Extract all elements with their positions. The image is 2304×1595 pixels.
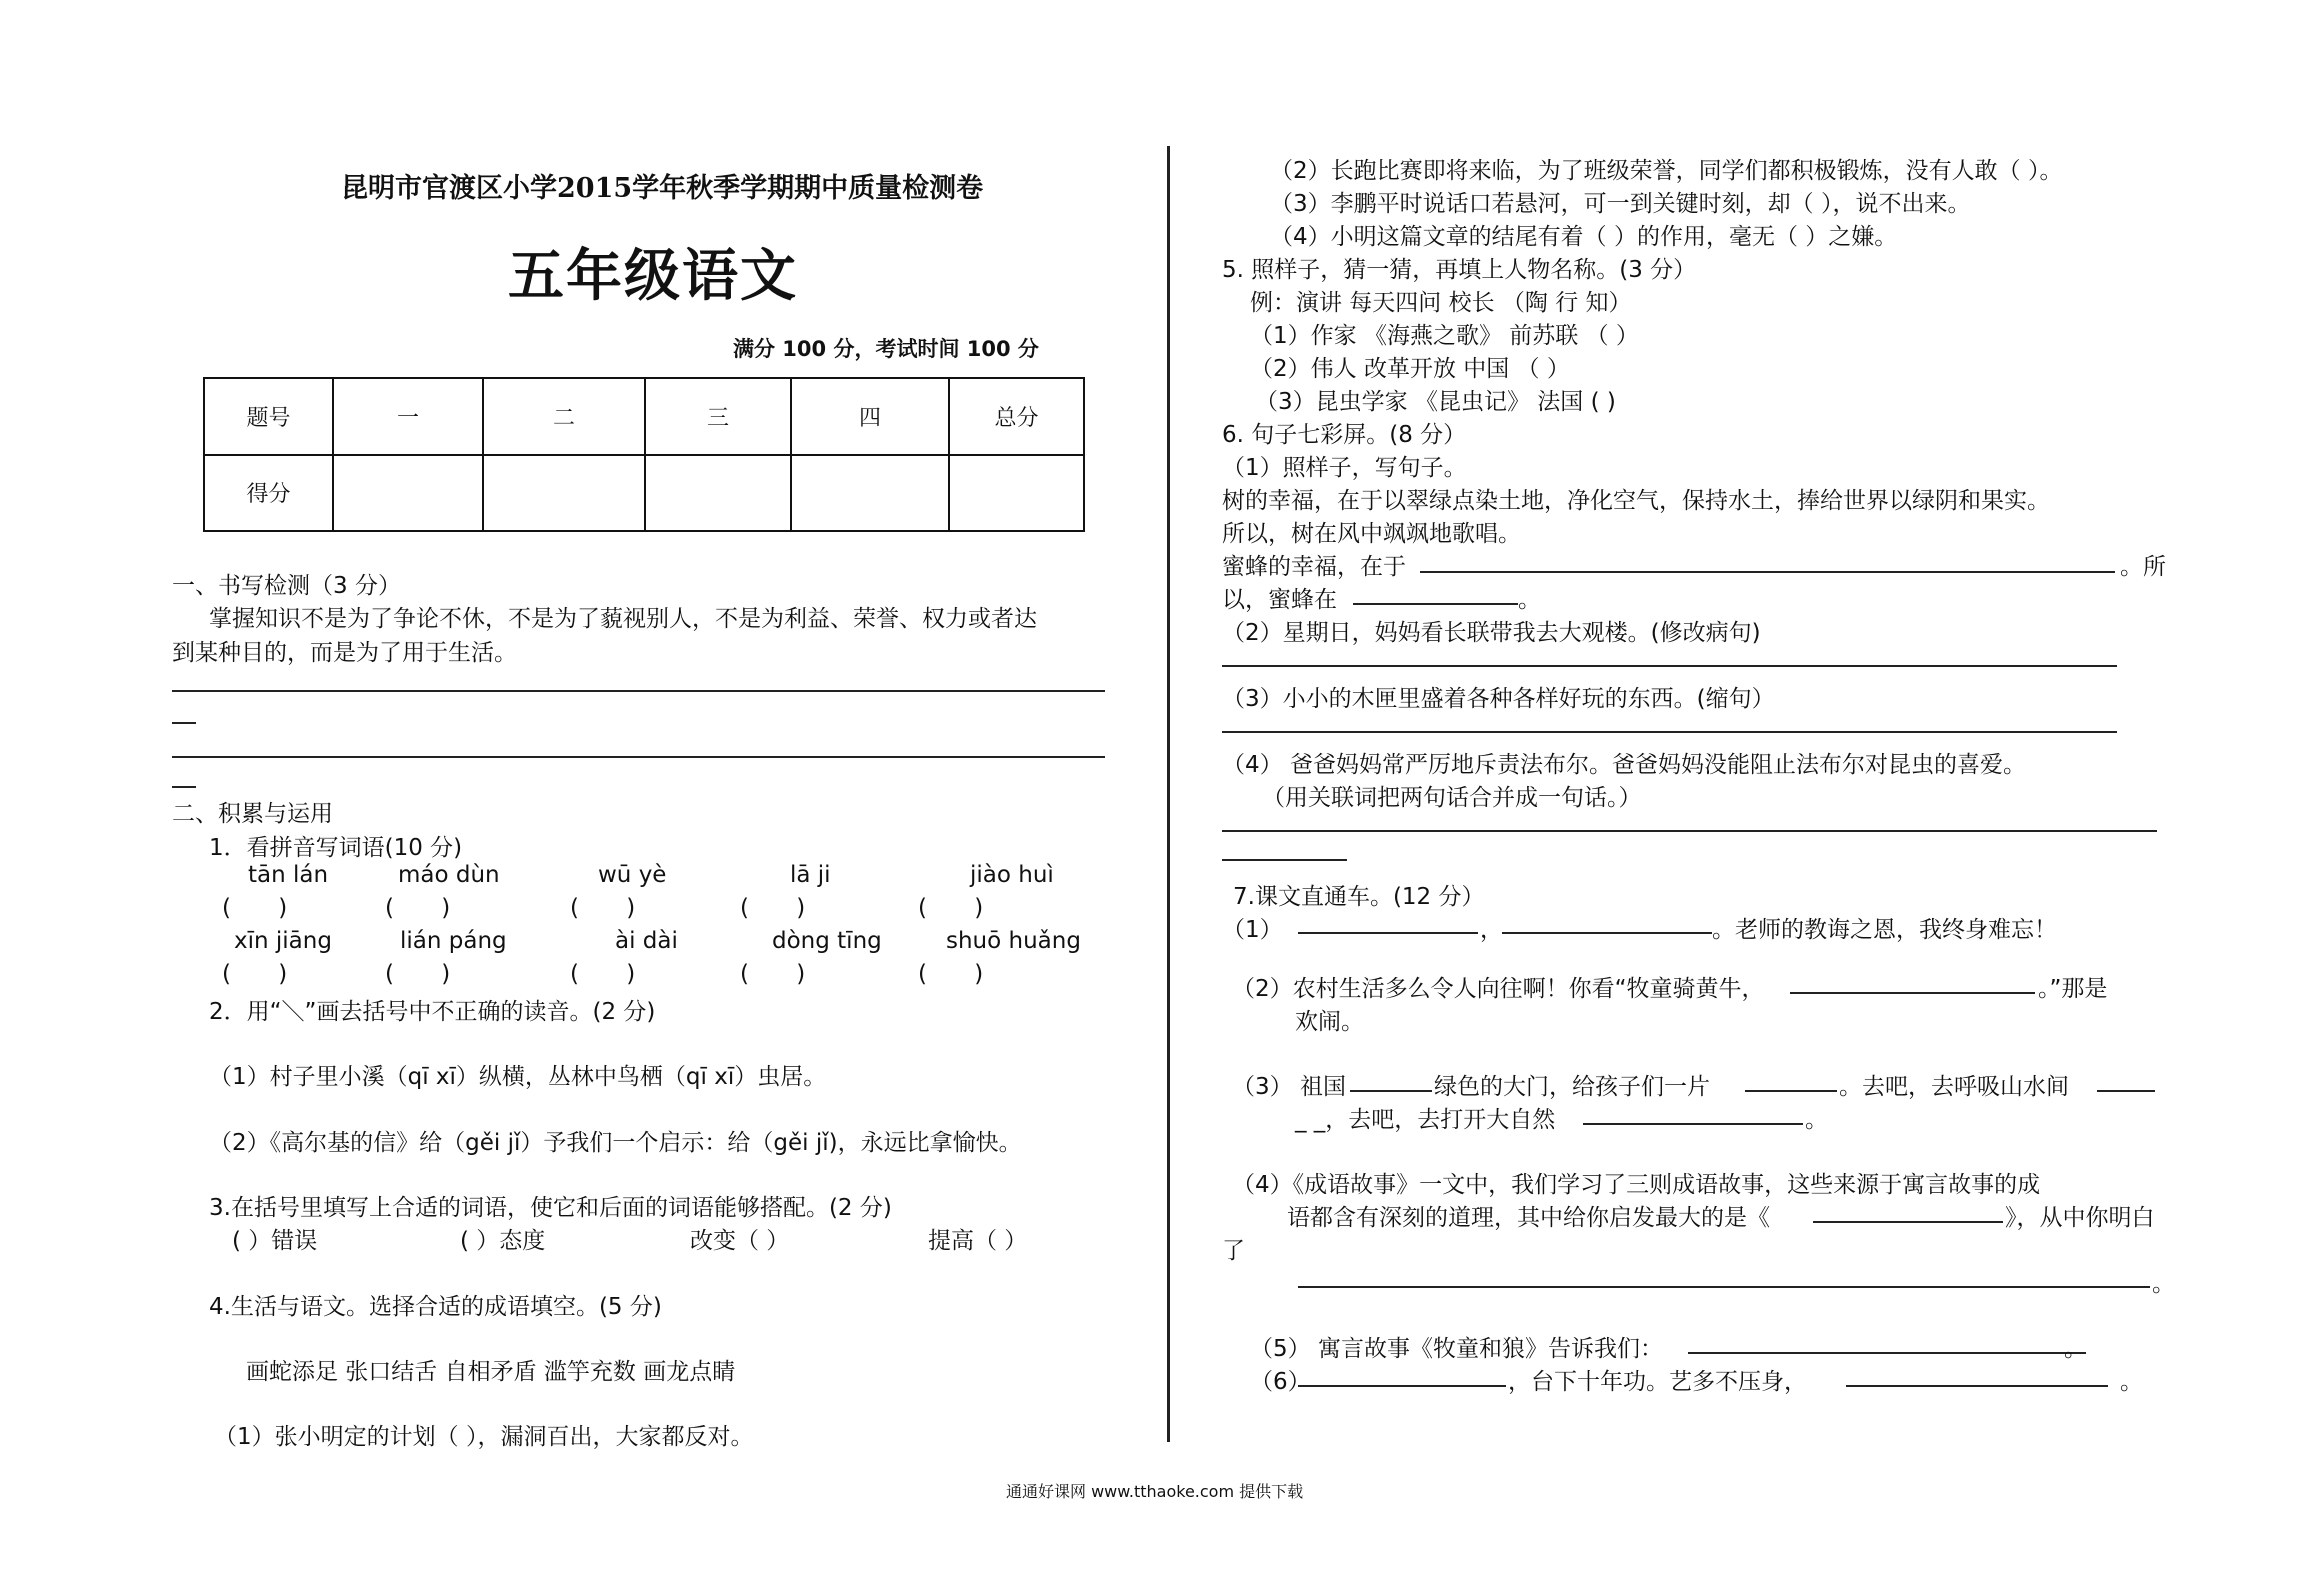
- q5-item-2: （2）伟人 改革开放 中国 （ ）: [1250, 356, 1570, 382]
- q4-item-3: （3）李鹏平时说话口若悬河，可一到关键时刻，却（ ），说不出来。: [1270, 191, 1971, 217]
- answer-paren[interactable]: ( ): [918, 961, 984, 987]
- score-table-header: 题号: [204, 378, 333, 455]
- q7-1-comma: ，: [1480, 917, 1503, 943]
- q5-item-3: （3）昆虫学家 《昆虫记》 法国 ( ): [1255, 389, 1616, 415]
- answer-line[interactable]: [1583, 1123, 1803, 1125]
- q7-5: （5） 寓言故事《牧童和狼》告诉我们：: [1250, 1336, 1663, 1362]
- q6-2: （2）星期日，妈妈看长联带我去大观楼。(修改病句): [1222, 620, 1761, 646]
- score-table-header: 一: [333, 378, 483, 455]
- score-table-header: 总分: [949, 378, 1084, 455]
- q5-item-1: （1）作家 《海燕之歌》 前苏联 （ ）: [1250, 323, 1639, 349]
- pinyin-word: xīn jiāng: [234, 928, 332, 954]
- q6-1-example-a: 树的幸福，在于以翠绿点染土地，净化空气，保持水土，捧给世界以绿阴和果实。: [1222, 488, 2050, 514]
- q7-3-label: （3） 祖国: [1232, 1074, 1346, 1100]
- q7-2-a: （2）农村生活多么令人向往啊！你看“牧童骑黄牛，: [1232, 976, 1765, 1002]
- answer-line-stub[interactable]: [1222, 859, 1347, 861]
- pinyin-word: máo dùn: [398, 862, 500, 888]
- writing-line-stub[interactable]: [172, 722, 196, 724]
- score-table-header: 三: [645, 378, 791, 455]
- q3-item[interactable]: ( ）态度: [460, 1228, 546, 1254]
- q7-4-c: 了: [1222, 1238, 1245, 1264]
- q4-title: 4.生活与语文。选择合适的成语填空。(5 分): [209, 1294, 662, 1320]
- q7-3-mid1: 绿色的大门，给孩子们一片: [1434, 1074, 1710, 1100]
- answer-line[interactable]: [1298, 932, 1478, 934]
- score-cell[interactable]: [333, 455, 483, 532]
- pinyin-word: wū yè: [598, 862, 667, 888]
- answer-line[interactable]: [2097, 1090, 2155, 1092]
- answer-paren[interactable]: ( ): [570, 961, 636, 987]
- q2-item-2: （2）《高尔基的信》给（gěi jǐ）予我们一个启示：给（gěi jǐ)，永远比拿愉快。: [209, 1130, 1022, 1156]
- q7-4-b-end: 》，从中你明白: [2005, 1205, 2155, 1231]
- score-table: [203, 377, 1085, 532]
- pinyin-word: lián páng: [400, 928, 507, 954]
- writing-line[interactable]: [172, 690, 1105, 692]
- q6-1-prompt-end: 。所: [2120, 554, 2166, 580]
- pinyin-word: jiào huì: [970, 862, 1054, 888]
- q4-item-1: （1）张小明定的计划（ ），漏洞百出，大家都反对。: [214, 1424, 754, 1450]
- score-info: 满分 100 分，考试时间 100 分: [733, 337, 1039, 361]
- answer-line[interactable]: [1222, 665, 2117, 667]
- q7-2-b: 欢闹。: [1295, 1009, 1364, 1035]
- q1-title: 1．看拼音写词语(10 分): [209, 835, 463, 861]
- section1-text-line1: 掌握知识不是为了争论不休，不是为了藐视别人，不是为利益、荣誉、权力或者达: [209, 606, 1037, 632]
- exam-subject-title: 五年级语文: [508, 244, 798, 309]
- q6-4-note: （用关联词把两句话合并成一句话。）: [1262, 785, 1642, 811]
- q7-4-a: （4）《成语故事》一文中，我们学习了三则成语故事，这些来源于寓言故事的成: [1232, 1172, 2041, 1198]
- answer-paren[interactable]: ( ): [222, 895, 288, 921]
- q2-title: 2．用“＼”画去括号中不正确的读音。(2 分): [209, 999, 656, 1025]
- answer-line[interactable]: [1353, 603, 1518, 605]
- answer-line[interactable]: [1298, 1385, 1506, 1387]
- answer-line[interactable]: [1298, 1286, 2150, 1288]
- q4-item-2: （2）长跑比赛即将来临，为了班级荣誉，同学们都积极锻炼，没有人敢（ ）。: [1270, 158, 2063, 184]
- q6-3: （3）小小的木匣里盛着各种各样好玩的东西。(缩句）: [1222, 686, 1775, 712]
- pinyin-word: tān lán: [248, 862, 329, 888]
- answer-paren[interactable]: ( ): [385, 895, 451, 921]
- q7-6-mid: ，台下十年功。艺多不压身，: [1508, 1369, 1807, 1395]
- score-table-header: 四: [791, 378, 949, 455]
- footer-source: 通通好课网 www.tthaoke.com 提供下载: [1006, 1482, 1304, 1501]
- q7-title: 7.课文直通车。(12 分）: [1233, 884, 1485, 910]
- q7-2-a-end: 。”那是: [2038, 976, 2108, 1002]
- q7-3-mid2: 。去吧，去呼吸山水间: [1839, 1074, 2069, 1100]
- answer-paren[interactable]: ( ): [222, 961, 288, 987]
- q6-1-prompt-2-end: 。: [1518, 587, 1541, 613]
- q3-title: 3.在括号里填写上合适的词语，使它和后面的词语能够搭配。(2 分): [209, 1195, 892, 1221]
- q7-4-end: 。: [2152, 1271, 2175, 1297]
- score-table-header: 二: [483, 378, 645, 455]
- score-cell[interactable]: [483, 455, 645, 532]
- pinyin-word: shuō huǎng: [946, 928, 1081, 954]
- q4-idiom-list: 画蛇添足 张口结舌 自相矛盾 滥竽充数 画龙点睛: [246, 1359, 736, 1385]
- q4-item-4: （4）小明这篇文章的结尾有着（ ）的作用，毫无（ ）之嫌。: [1270, 224, 1898, 250]
- q6-1-title: （1）照样子，写句子。: [1222, 455, 1467, 481]
- q6-1-prompt-2: 以，蜜蜂在: [1222, 587, 1337, 613]
- q5-title: 5. 照样子，猜一猜，再填上人物名称。(3 分）: [1222, 257, 1697, 283]
- q7-1-end: 。老师的教诲之恩，我终身难忘！: [1712, 917, 2057, 943]
- q6-4: （4） 爸爸妈妈常严厉地斥责法布尔。爸爸妈妈没能阻止法布尔对昆虫的喜爱。: [1222, 752, 2026, 778]
- pinyin-word: dòng tīng: [772, 928, 882, 954]
- answer-paren[interactable]: ( ): [385, 961, 451, 987]
- answer-paren[interactable]: ( ): [570, 895, 636, 921]
- exam-school-title: 昆明市官渡区小学2015学年秋季学期期中质量检测卷: [341, 173, 984, 204]
- score-cell[interactable]: [791, 455, 949, 532]
- q2-item-1: （1）村子里小溪（qī xī）纵横，丛林中鸟栖（qī xī）虫居。: [209, 1064, 827, 1090]
- column-divider: [1167, 146, 1170, 1442]
- answer-paren[interactable]: ( ): [740, 895, 806, 921]
- answer-line[interactable]: [1222, 731, 2117, 733]
- answer-line[interactable]: [1790, 992, 2035, 994]
- section1-text-line2: 到某种目的，而是为了用于生活。: [172, 640, 517, 666]
- q7-4-b: 语都含有深刻的道理，其中给你启发最大的是《: [1287, 1205, 1770, 1231]
- answer-line[interactable]: [1420, 571, 2115, 573]
- q7-6-end: 。: [2120, 1369, 2143, 1395]
- q3-item[interactable]: 提高（ ）: [928, 1228, 1028, 1254]
- q6-1-example-b: 所以，树在风中飒飒地歌唱。: [1222, 521, 1521, 547]
- q6-1-prompt: 蜜蜂的幸福，在于: [1222, 554, 1406, 580]
- score-table-score-row: [204, 455, 1084, 532]
- q7-1-label: （1）: [1222, 917, 1283, 943]
- answer-line[interactable]: [1688, 1352, 2086, 1354]
- answer-line[interactable]: [1222, 830, 2157, 832]
- answer-line[interactable]: [1350, 1090, 1432, 1092]
- score-row-label: 得分: [204, 455, 333, 532]
- pinyin-word: lā ji: [790, 862, 831, 888]
- q3-item[interactable]: ( ）错误: [232, 1228, 318, 1254]
- section2-title: 二、积累与运用: [172, 801, 333, 827]
- answer-line[interactable]: [1846, 1385, 2108, 1387]
- q7-3-b-end: 。: [1805, 1107, 1828, 1133]
- writing-line-stub[interactable]: [172, 786, 196, 788]
- q7-5-end: 。: [2064, 1336, 2087, 1362]
- answer-paren[interactable]: ( ): [740, 961, 806, 987]
- score-table-header-row: [204, 378, 1084, 455]
- q5-example: 例：演讲 每天四问 校长 （陶 行 知）: [1250, 290, 1632, 316]
- answer-paren[interactable]: ( ): [918, 895, 984, 921]
- answer-line[interactable]: [1745, 1090, 1837, 1092]
- writing-line[interactable]: [172, 756, 1105, 758]
- pinyin-word: ài dài: [615, 928, 678, 954]
- section1-title: 一、书写检测（3 分）: [172, 573, 401, 599]
- q7-3-b-start: _ _，去吧，去打开大自然: [1295, 1107, 1556, 1133]
- answer-line[interactable]: [1502, 932, 1712, 934]
- q7-6-label: （6）: [1250, 1369, 1311, 1395]
- q3-item[interactable]: 改变（ ）: [690, 1228, 790, 1254]
- score-cell[interactable]: [949, 455, 1084, 532]
- q6-title: 6. 句子七彩屏。(8 分）: [1222, 422, 1467, 448]
- score-cell[interactable]: [645, 455, 791, 532]
- answer-line[interactable]: [1813, 1221, 2003, 1223]
